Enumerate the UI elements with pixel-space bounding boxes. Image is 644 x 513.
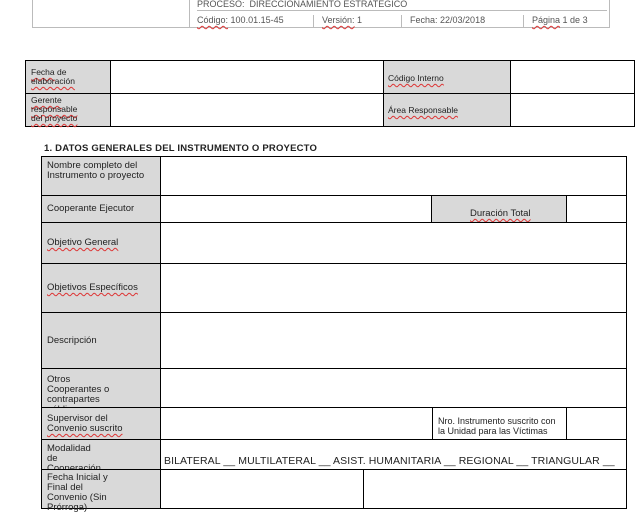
area-responsable-label: Área Responsable	[388, 105, 458, 115]
cooperante-label: Cooperante Ejecutor	[47, 203, 135, 214]
page-label: Página	[532, 15, 561, 25]
supervisor-label-cell	[41, 407, 161, 440]
version-value: 1	[357, 15, 363, 25]
supervisor-value[interactable]	[160, 407, 433, 440]
page-cell	[524, 15, 610, 28]
duracion-value[interactable]	[566, 195, 627, 223]
process-line	[197, 0, 607, 11]
gerente-label-b: responsable	[31, 104, 78, 114]
codigo-interno-value[interactable]	[510, 60, 635, 94]
otros-cooperantes-value[interactable]	[160, 368, 627, 408]
gerente-label-c: del proyecto	[31, 113, 78, 123]
modalidad-label-cell	[41, 439, 161, 470]
code-value: 100.01.15-45	[230, 15, 284, 25]
date-value: 22/03/2018	[440, 15, 486, 25]
cooperante-value[interactable]	[160, 195, 432, 223]
gerente-value[interactable]	[110, 93, 384, 127]
nro-instrumento-value[interactable]	[566, 407, 627, 440]
duracion-label-cell	[431, 195, 567, 223]
code-label: Código:	[197, 15, 229, 25]
descripcion-value[interactable]	[160, 312, 627, 369]
objetivos-especificos-label-cell	[41, 263, 161, 313]
process-label: PROCESO:	[197, 0, 245, 9]
objetivos-especificos-value[interactable]	[160, 263, 627, 313]
nombre-label: Nombre completo del Instrumento o proyecto	[47, 160, 145, 181]
fecha-elaboracion-value[interactable]	[110, 60, 384, 94]
section-title: 1. DATOS GENERALES DEL INSTRUMENTO O PROYECTO	[44, 143, 318, 154]
fecha-label-c: elaboración	[31, 76, 75, 86]
fecha-label-a: Fecha	[31, 67, 55, 77]
version-label: Versión:	[322, 15, 355, 25]
area-responsable-value[interactable]	[510, 93, 635, 127]
fecha-inicial-label: Fecha Inicial y Final del Convenio (Sin Prórroga)	[47, 472, 108, 513]
process-value: DIRECCIONAMIENTO ESTRATEGICO	[249, 0, 408, 9]
fecha-label-b: de	[57, 67, 67, 77]
modalidad-options-cell[interactable]	[160, 439, 627, 470]
version-cell	[314, 15, 402, 28]
page-value: 1 de 3	[562, 15, 588, 25]
modalidad-options: BILATERAL __ MULTILATERAL __ ASIST. HUMANITARIA __ REGIONAL __ TRIANGULAR __	[164, 455, 615, 467]
otros-cooperantes-label: Otros Cooperantes o contrapartes	[47, 374, 110, 405]
objetivo-general-label: Objetivo General	[47, 237, 119, 248]
modalidad-label: Modalidad de	[47, 443, 91, 464]
nombre-label-cell	[41, 156, 161, 196]
nro-instrumento-label: Nro. Instrumento suscrito con la Unidad para las Víctimas	[438, 416, 556, 436]
gerente-label-a: Gerente	[31, 95, 62, 105]
objetivo-general-value[interactable]	[160, 222, 627, 264]
fecha-inicial-value[interactable]	[160, 469, 364, 509]
gerente-label-cell	[25, 93, 111, 127]
descripcion-label: Descripción	[47, 334, 97, 346]
cooperante-label-cell	[41, 195, 161, 223]
codigo-interno-label-cell	[383, 60, 511, 94]
date-label: Fecha:	[410, 15, 438, 25]
duracion-label: Duración Total	[470, 208, 531, 219]
date-cell	[402, 15, 524, 28]
fecha-elaboracion-label-cell	[25, 60, 111, 94]
logo-area	[32, 0, 190, 28]
objetivos-especificos-label: Objetivos Específicos	[47, 282, 138, 293]
otros-cooperantes-label-cell	[41, 368, 161, 408]
fecha-inicial-label-cell	[41, 469, 161, 513]
code-cell	[190, 15, 314, 28]
fecha-final-value[interactable]	[363, 469, 627, 509]
descripcion-label-cell	[41, 312, 161, 369]
nombre-value[interactable]	[160, 156, 627, 196]
supervisor-label-a: Supervisor del	[47, 413, 108, 424]
nro-instrumento-label-cell	[432, 407, 567, 440]
objetivo-general-label-cell	[41, 222, 161, 264]
supervisor-label-b: Convenio suscrito	[47, 423, 123, 434]
codigo-interno-label: Código Interno	[388, 73, 444, 83]
area-responsable-label-cell	[383, 93, 511, 127]
